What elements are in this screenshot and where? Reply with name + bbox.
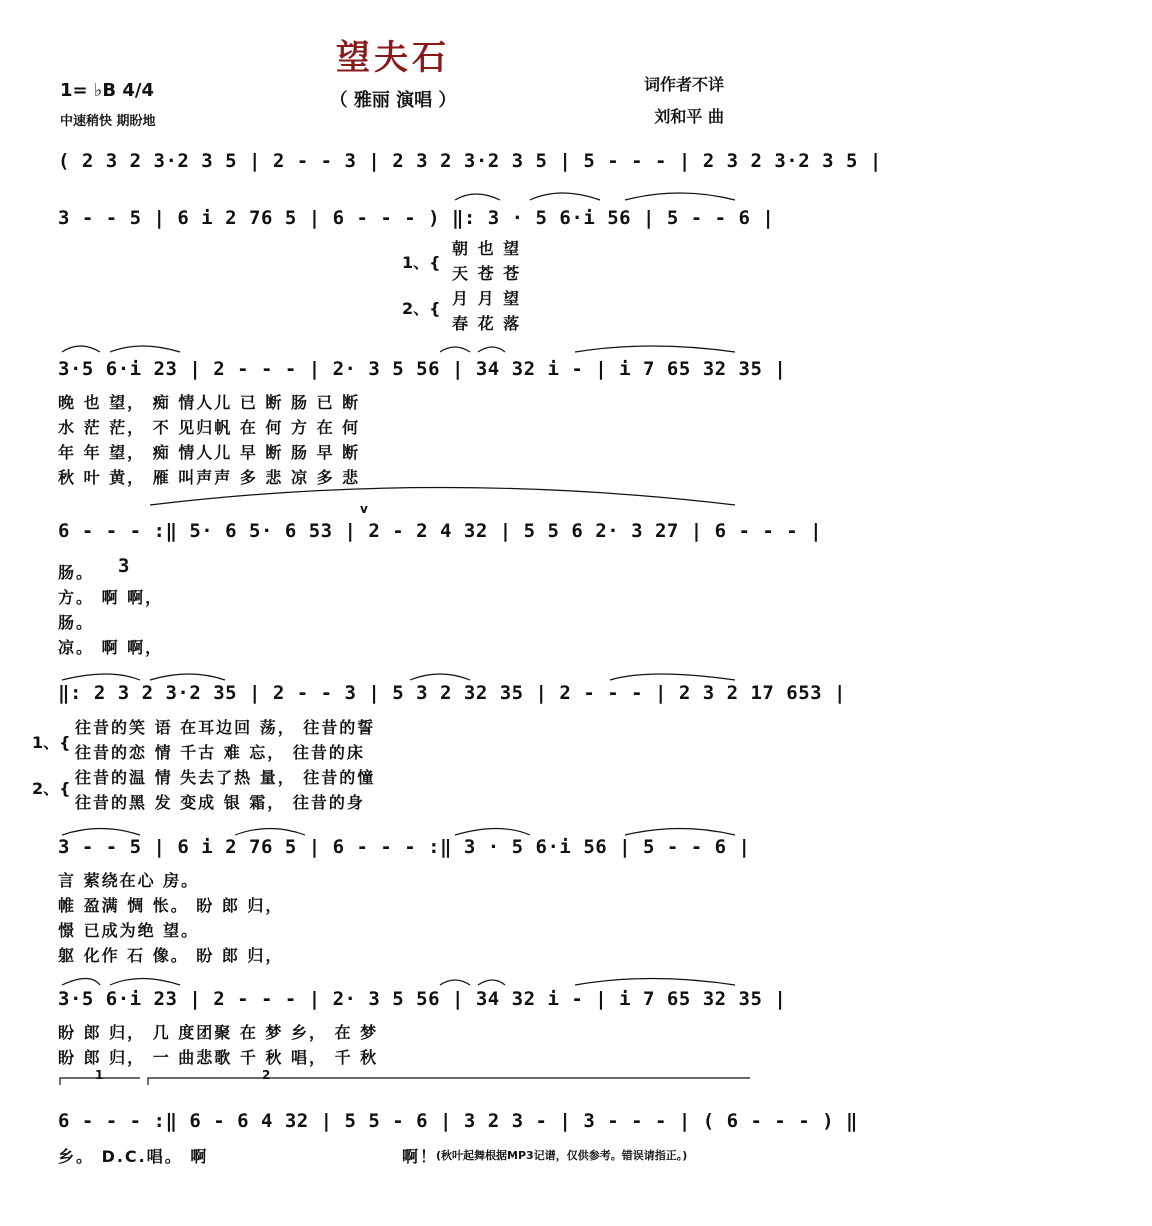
- lyric-b5-2: 帷 盈满 惆 怅。 盼 郎 归，: [58, 896, 284, 915]
- score-footnote: (秋叶起舞根据MP3记谱，仅供参考。错误请指正。): [436, 1149, 688, 1162]
- singer-credit: （ 雅丽 演唱 ）: [329, 90, 457, 111]
- lyric-b2-4: 秋 叶 黄， 雁 叫声声 多 悲 凉 多 悲: [58, 468, 361, 487]
- lyric-b4-2: 往昔的恋 情 千古 难 忘， 往昔的床: [75, 743, 365, 762]
- tempo-marking: 中速稍快 期盼地: [60, 114, 156, 129]
- song-title: 望夫石: [336, 38, 450, 78]
- extra-note: 3: [118, 555, 130, 577]
- key-signature: 1= ♭B 4/4: [60, 80, 154, 101]
- lyric-b4-4: 往昔的黑 发 变成 银 霜， 往昔的身: [75, 793, 365, 812]
- lyric-b2-1: 晚 也 望， 痴 情人儿 已 断 肠 已 断: [58, 393, 361, 412]
- verse-mark-3: 1、{: [32, 733, 71, 752]
- notation-line-8: 6 - - - :‖ 6 - 6 4 32 | 5 5 - 6 | 3 2 3 - | 3 - - - | ( 6 - - - ) ‖: [58, 1110, 858, 1132]
- lyric-b1-4: 春 花 落: [452, 314, 522, 333]
- lyric-b2-3: 年 年 望， 痴 情人儿 早 断 肠 早 断: [58, 443, 361, 462]
- notation-line-1: ( 2 3 2 3·2 3 5 | 2 - - 3 | 2 3 2 3·2 3 5 | 5 - - - | 2 3 2 3·2 3 5 |: [58, 150, 882, 172]
- verse-mark-1: 1、{: [402, 253, 441, 272]
- lyric-b2-2: 水 茫 茫， 不 见归帆 在 何 方 在 何: [58, 418, 361, 437]
- notation-line-3: 3·5 6·i 23 | 2 - - - | 2· 3 5 56 | 34 32 i - | i 7 65 32 35 |: [58, 358, 787, 380]
- lyric-b3-3: 肠。: [58, 613, 95, 632]
- volta-two: 2: [262, 1068, 271, 1082]
- lyric-b5-4: 躯 化作 石 像。 盼 郎 归，: [58, 946, 284, 965]
- lyricist-credit: 词作者不详: [643, 75, 724, 94]
- notation-line-7: 3·5 6·i 23 | 2 - - - | 2· 3 5 56 | 34 32 i - | i 7 65 32 35 |: [58, 988, 787, 1010]
- notation-line-2: 3 - - 5 | 6 i 2 76 5 | 6 - - - ) ‖: 3 · 5 6·i 56 | 5 - - 6 |: [58, 207, 775, 229]
- notation-line-6: 3 - - 5 | 6 i 2 76 5 | 6 - - - :‖ 3 · 5 6·i 56 | 5 - - 6 |: [58, 836, 751, 858]
- notation-line-4: 6 - - - :‖ 5· 6 5· 6 53 | 2 - 2 4 32 | 5 5 6 2· 3 27 | 6 - - - |: [58, 520, 823, 542]
- lyric-b1-2: 天 苍 苍: [452, 264, 522, 283]
- lyric-b4-1: 往昔的笑 语 在耳边回 荡， 往昔的誓: [75, 718, 376, 737]
- verse-mark-4: 2、{: [32, 779, 71, 798]
- composer-credit: 刘和平 曲: [654, 107, 724, 126]
- lyric-b1-1: 朝 也 望: [452, 239, 522, 258]
- lyric-last: 乡。 D.C.唱。 啊: [58, 1147, 209, 1166]
- volta-one: 1: [95, 1068, 104, 1082]
- lyric-b5-3: 憬 已成为绝 望。: [58, 921, 200, 940]
- breath-mark: v: [360, 502, 368, 516]
- lyric-b5-1: 言 萦绕在心 房。: [58, 871, 200, 890]
- lyric-b4-3: 往昔的温 情 失去了热 量， 往昔的憧: [75, 768, 376, 787]
- lyric-b6-2: 盼 郎 归， 一 曲悲歌 千 秋 唱， 千 秋: [58, 1048, 379, 1067]
- lyric-b3-1: 肠。: [58, 563, 95, 582]
- lyric-b3-2: 方。 啊 啊，: [58, 588, 164, 607]
- lyric-b3-4: 凉。 啊 啊，: [58, 638, 164, 657]
- lyric-b6-1: 盼 郎 归， 几 度团聚 在 梦 乡， 在 梦: [58, 1023, 379, 1042]
- notation-line-5: ‖: 2 3 2 3·2 35 | 2 - - 3 | 5 3 2 32 35 | 2 - - - | 2 3 2 17 653 |: [58, 682, 846, 704]
- lyric-b1-3: 月 月 望: [452, 289, 522, 308]
- verse-mark-2: 2、{: [402, 299, 441, 318]
- lyric-ending: 啊！: [402, 1147, 439, 1166]
